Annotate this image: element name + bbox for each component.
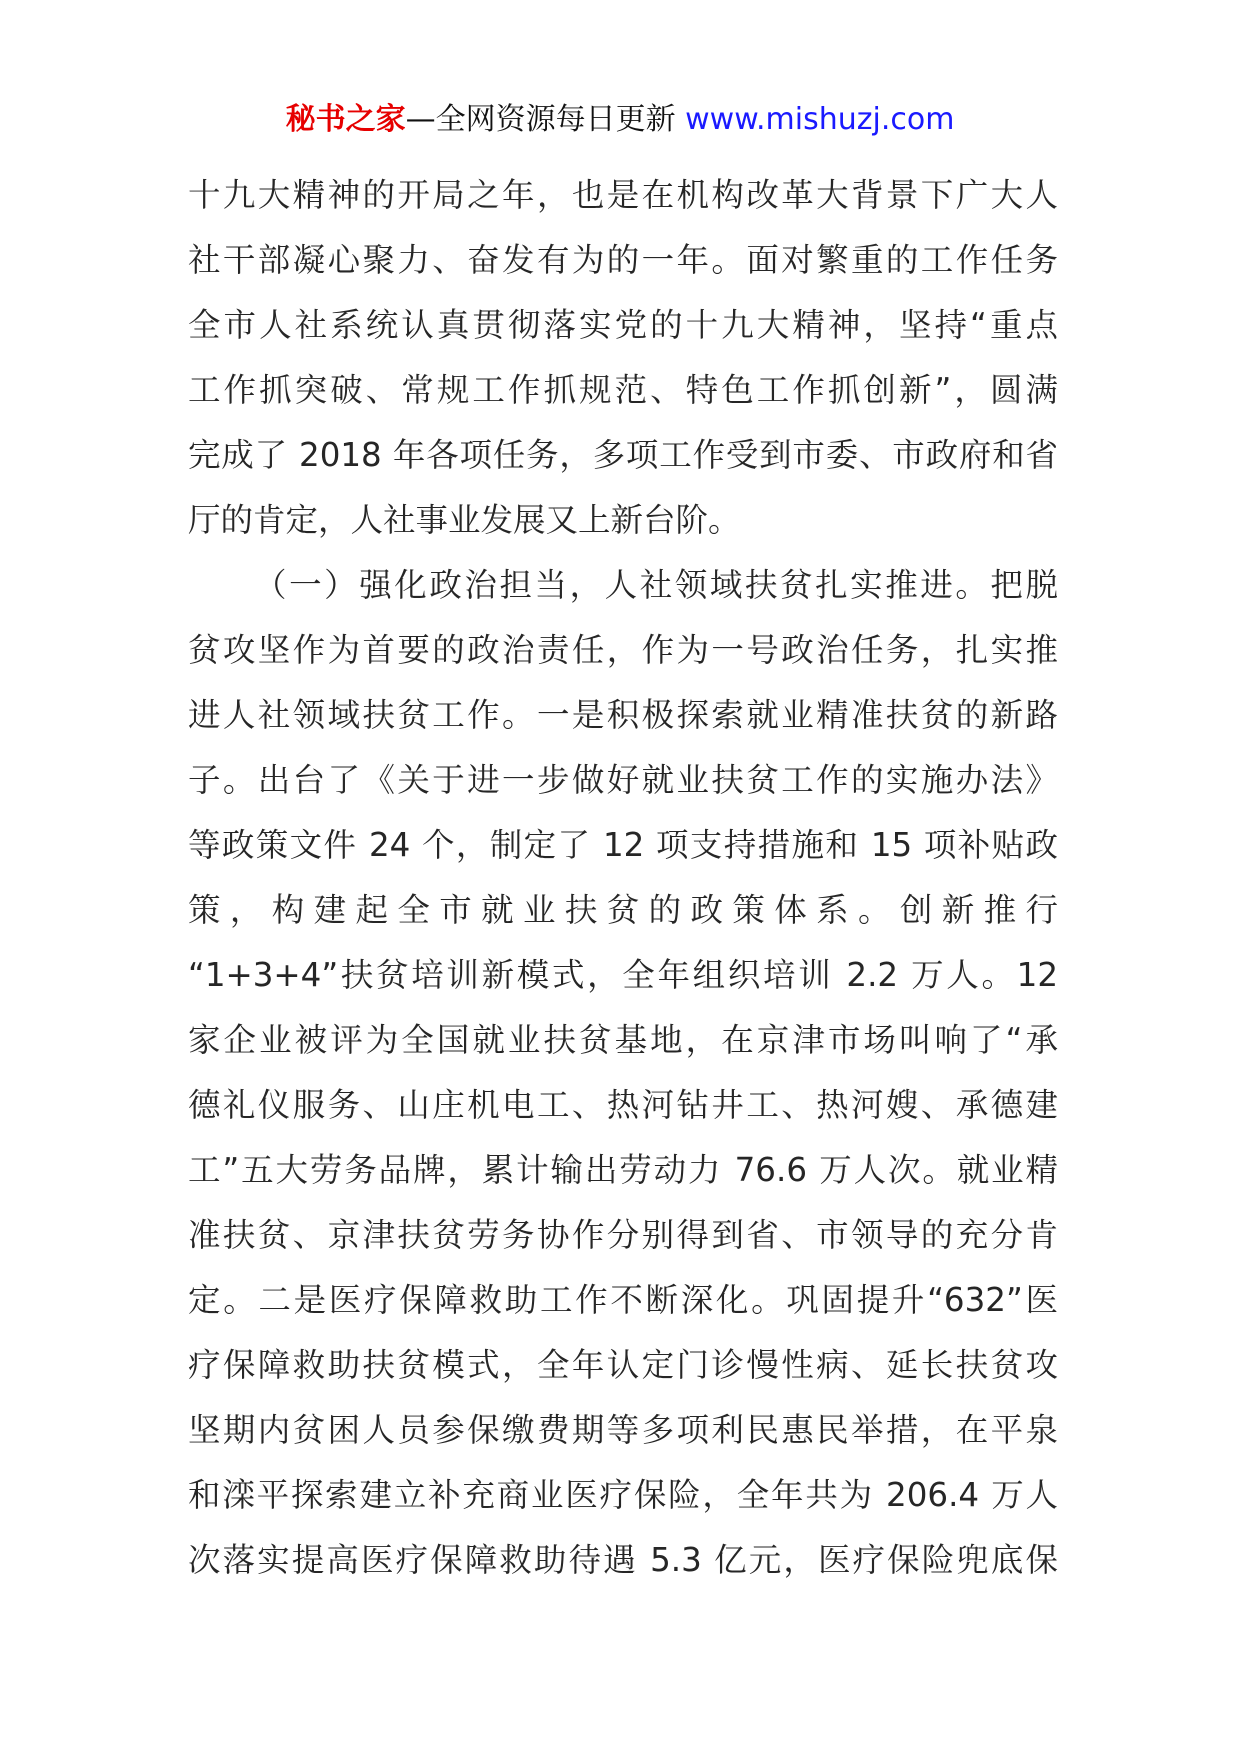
- text-line: 贫攻坚作为首要的政治责任，作为一号政治任务，扎实推: [188, 631, 1058, 669]
- header-url-link[interactable]: www.mishuzj.com: [685, 102, 955, 137]
- text-line: 准扶贫、京津扶贫劳务协作分别得到省、市领导的充分肯: [188, 1216, 1058, 1254]
- text-line: “1+3+4”扶贫培训新模式，全年组织培训 2.2 万人。12: [188, 956, 1058, 994]
- text-line: 坚期内贫困人员参保缴费期等多项利民惠民举措，在平泉: [188, 1411, 1058, 1449]
- text-line: 次落实提高医疗保障救助待遇 5.3 亿元，医疗保险兜底保: [188, 1541, 1058, 1579]
- header-brand: 秘书之家: [285, 102, 406, 137]
- text-line: 疗保障救助扶贫模式，全年认定门诊慢性病、延长扶贫攻: [188, 1346, 1058, 1384]
- text-line: 工作抓突破、常规工作抓规范、特色工作抓创新”，圆满: [188, 371, 1058, 409]
- text-line: 策，构建起全市就业扶贫的政策体系。创新推行: [188, 891, 1058, 929]
- text-line: 完成了 2018 年各项任务，多项工作受到市委、市政府和省: [188, 436, 1058, 474]
- page-header: [0, 100, 1240, 140]
- text-line: 工”五大劳务品牌，累计输出劳动力 76.6 万人次。就业精: [188, 1151, 1058, 1189]
- text-line: 和滦平探索建立补充商业医疗保险，全年共为 206.4 万人: [188, 1476, 1058, 1514]
- text-line: 全市人社系统认真贯彻落实党的十九大精神，坚持“重点: [188, 306, 1058, 344]
- document-body: [188, 163, 1058, 1593]
- text-line: 进人社领域扶贫工作。一是积极探索就业精准扶贫的新路: [188, 696, 1058, 734]
- text-line: 十九大精神的开局之年，也是在机构改革大背景下广大人: [188, 176, 1058, 214]
- text-line: 等政策文件 24 个，制定了 12 项支持措施和 15 项补贴政: [188, 826, 1058, 864]
- text-line: 子。出台了《关于进一步做好就业扶贫工作的实施办法》: [188, 761, 1058, 799]
- text-line: 定。二是医疗保障救助工作不断深化。巩固提升“632”医: [188, 1281, 1058, 1319]
- section-heading-line: （一）强化政治担当，人社领域扶贫扎实推进。把脱: [254, 566, 1058, 604]
- text-line: 家企业被评为全国就业扶贫基地，在京津市场叫响了“承: [188, 1021, 1058, 1059]
- text-line: 厅的肯定，人社事业发展又上新台阶。: [188, 501, 741, 539]
- text-line: 德礼仪服务、山庄机电工、热河钻井工、热河嫂、承德建: [188, 1086, 1058, 1124]
- header-tagline: —全网资源每日更新: [405, 102, 686, 137]
- text-line: 社干部凝心聚力、奋发有为的一年。面对繁重的工作任务: [188, 241, 1058, 279]
